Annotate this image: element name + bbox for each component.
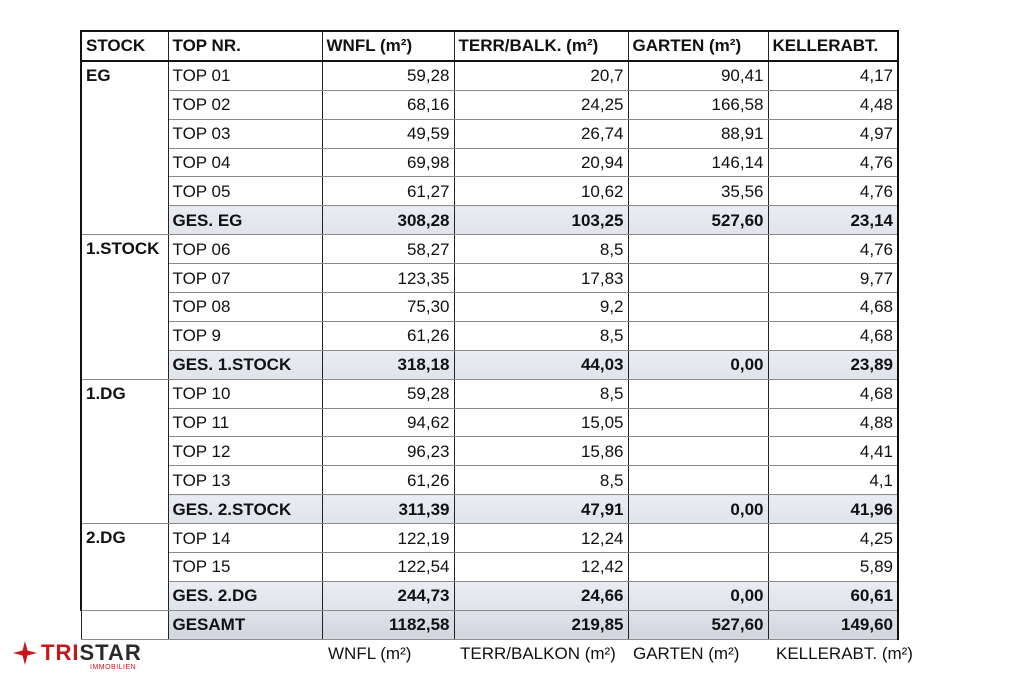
logo-subtitle: IMMOBILIEN bbox=[90, 664, 137, 671]
keller-cell: 4,76 bbox=[768, 148, 898, 177]
terr-cell: 8,5 bbox=[454, 321, 628, 350]
table-row bbox=[81, 235, 898, 264]
wnfl-cell: 61,26 bbox=[322, 466, 454, 495]
stock-cell: EG bbox=[81, 61, 168, 235]
header-kellerabt: KELLERABT. bbox=[768, 31, 898, 61]
terr-cell: 17,83 bbox=[454, 264, 628, 293]
garten-cell: 90,41 bbox=[628, 61, 768, 90]
header-garten: GARTEN (m²) bbox=[628, 31, 768, 61]
top-nr-cell: TOP 13 bbox=[168, 466, 322, 495]
keller-cell: 4,88 bbox=[768, 408, 898, 437]
logo-rest: STAR bbox=[79, 640, 142, 665]
header-top-nr: TOP NR. bbox=[168, 31, 322, 61]
subtotal-garten: 0,00 bbox=[628, 495, 768, 524]
garten-cell: 35,56 bbox=[628, 177, 768, 206]
subtotal-label: GES. 1.STOCK bbox=[168, 350, 322, 379]
wnfl-cell: 69,98 bbox=[322, 148, 454, 177]
table-row bbox=[81, 437, 898, 466]
terr-cell: 12,42 bbox=[454, 553, 628, 582]
terr-cell: 15,86 bbox=[454, 437, 628, 466]
subtotal-row bbox=[81, 206, 898, 235]
table-row bbox=[81, 321, 898, 350]
terr-cell: 20,7 bbox=[454, 61, 628, 90]
garten-cell bbox=[628, 264, 768, 293]
subtotal-wnfl: 244,73 bbox=[322, 581, 454, 610]
top-nr-cell: TOP 10 bbox=[168, 379, 322, 408]
stock-cell: 1.STOCK bbox=[81, 235, 168, 379]
garten-cell bbox=[628, 408, 768, 437]
subtotal-keller: 23,14 bbox=[768, 206, 898, 235]
subtotal-wnfl: 311,39 bbox=[322, 495, 454, 524]
top-nr-cell: TOP 02 bbox=[168, 90, 322, 119]
table-row bbox=[81, 148, 898, 177]
subtotal-garten: 0,00 bbox=[628, 581, 768, 610]
table-body bbox=[81, 61, 898, 639]
footer-label-kellerabt: KELLERABT. (m²) bbox=[776, 644, 913, 663]
footer-labels bbox=[0, 644, 1024, 668]
star-icon bbox=[12, 640, 38, 666]
terr-cell: 8,5 bbox=[454, 466, 628, 495]
subtotal-wnfl: 308,28 bbox=[322, 206, 454, 235]
top-nr-cell: TOP 12 bbox=[168, 437, 322, 466]
garten-cell: 88,91 bbox=[628, 119, 768, 148]
wnfl-cell: 59,28 bbox=[322, 61, 454, 90]
table-row bbox=[81, 379, 898, 408]
subtotal-row bbox=[81, 350, 898, 379]
keller-cell: 4,76 bbox=[768, 177, 898, 206]
garten-cell bbox=[628, 524, 768, 553]
terr-cell: 24,25 bbox=[454, 90, 628, 119]
table-row bbox=[81, 553, 898, 582]
terr-cell: 8,5 bbox=[454, 379, 628, 408]
subtotal-row bbox=[81, 581, 898, 610]
table-row bbox=[81, 90, 898, 119]
tristar-logo bbox=[12, 640, 152, 680]
wnfl-cell: 94,62 bbox=[322, 408, 454, 437]
garten-cell: 146,14 bbox=[628, 148, 768, 177]
table-row bbox=[81, 293, 898, 322]
table-row bbox=[81, 264, 898, 293]
terr-cell: 15,05 bbox=[454, 408, 628, 437]
terr-cell: 8,5 bbox=[454, 235, 628, 264]
top-nr-cell: TOP 11 bbox=[168, 408, 322, 437]
subtotal-terr: 47,91 bbox=[454, 495, 628, 524]
subtotal-keller: 41,96 bbox=[768, 495, 898, 524]
grand-total-label: GESAMT bbox=[168, 610, 322, 639]
subtotal-garten: 527,60 bbox=[628, 206, 768, 235]
subtotal-label: GES. 2.DG bbox=[168, 581, 322, 610]
header-row bbox=[81, 31, 898, 61]
garten-cell bbox=[628, 379, 768, 408]
wnfl-cell: 122,54 bbox=[322, 553, 454, 582]
keller-cell: 4,48 bbox=[768, 90, 898, 119]
area-table bbox=[80, 30, 899, 640]
keller-cell: 4,41 bbox=[768, 437, 898, 466]
logo-wordmark bbox=[41, 641, 142, 665]
keller-cell: 4,68 bbox=[768, 293, 898, 322]
keller-cell: 9,77 bbox=[768, 264, 898, 293]
top-nr-cell: TOP 08 bbox=[168, 293, 322, 322]
garten-cell bbox=[628, 235, 768, 264]
wnfl-cell: 123,35 bbox=[322, 264, 454, 293]
terr-cell: 9,2 bbox=[454, 293, 628, 322]
wnfl-cell: 61,27 bbox=[322, 177, 454, 206]
wnfl-cell: 96,23 bbox=[322, 437, 454, 466]
grand-total-row bbox=[81, 610, 898, 639]
keller-cell: 4,97 bbox=[768, 119, 898, 148]
top-nr-cell: TOP 04 bbox=[168, 148, 322, 177]
stock-cell: 2.DG bbox=[81, 524, 168, 611]
terr-cell: 26,74 bbox=[454, 119, 628, 148]
grand-total-wnfl: 1182,58 bbox=[322, 610, 454, 639]
garten-cell bbox=[628, 466, 768, 495]
terr-cell: 10,62 bbox=[454, 177, 628, 206]
terr-cell: 20,94 bbox=[454, 148, 628, 177]
subtotal-terr: 24,66 bbox=[454, 581, 628, 610]
subtotal-row bbox=[81, 495, 898, 524]
top-nr-cell: TOP 07 bbox=[168, 264, 322, 293]
subtotal-label: GES. EG bbox=[168, 206, 322, 235]
keller-cell: 4,68 bbox=[768, 321, 898, 350]
wnfl-cell: 49,59 bbox=[322, 119, 454, 148]
subtotal-terr: 103,25 bbox=[454, 206, 628, 235]
garten-cell bbox=[628, 553, 768, 582]
table-row bbox=[81, 177, 898, 206]
grand-total-spacer bbox=[81, 610, 168, 639]
stock-cell: 1.DG bbox=[81, 379, 168, 523]
wnfl-cell: 59,28 bbox=[322, 379, 454, 408]
top-nr-cell: TOP 9 bbox=[168, 321, 322, 350]
top-nr-cell: TOP 01 bbox=[168, 61, 322, 90]
keller-cell: 5,89 bbox=[768, 553, 898, 582]
keller-cell: 4,17 bbox=[768, 61, 898, 90]
grand-total-keller: 149,60 bbox=[768, 610, 898, 639]
header-terr-balk: TERR/BALK. (m²) bbox=[454, 31, 628, 61]
wnfl-cell: 68,16 bbox=[322, 90, 454, 119]
footer-label-wnfl: WNFL (m²) bbox=[328, 644, 412, 663]
keller-cell: 4,76 bbox=[768, 235, 898, 264]
subtotal-label: GES. 2.STOCK bbox=[168, 495, 322, 524]
footer-label-garten: GARTEN (m²) bbox=[633, 644, 740, 663]
keller-cell: 4,1 bbox=[768, 466, 898, 495]
top-nr-cell: TOP 15 bbox=[168, 553, 322, 582]
wnfl-cell: 75,30 bbox=[322, 293, 454, 322]
table-row bbox=[81, 466, 898, 495]
wnfl-cell: 61,26 bbox=[322, 321, 454, 350]
grand-total-terr: 219,85 bbox=[454, 610, 628, 639]
terr-cell: 12,24 bbox=[454, 524, 628, 553]
top-nr-cell: TOP 03 bbox=[168, 119, 322, 148]
table-row bbox=[81, 61, 898, 90]
garten-cell bbox=[628, 321, 768, 350]
subtotal-garten: 0,00 bbox=[628, 350, 768, 379]
top-nr-cell: TOP 06 bbox=[168, 235, 322, 264]
top-nr-cell: TOP 05 bbox=[168, 177, 322, 206]
table-row bbox=[81, 524, 898, 553]
footer-label-terr-balkon: TERR/BALKON (m²) bbox=[460, 644, 616, 663]
garten-cell: 166,58 bbox=[628, 90, 768, 119]
wnfl-cell: 122,19 bbox=[322, 524, 454, 553]
header-stock: STOCK bbox=[81, 31, 168, 61]
subtotal-wnfl: 318,18 bbox=[322, 350, 454, 379]
keller-cell: 4,68 bbox=[768, 379, 898, 408]
top-nr-cell: TOP 14 bbox=[168, 524, 322, 553]
logo-accent: TRI bbox=[41, 640, 80, 665]
subtotal-keller: 23,89 bbox=[768, 350, 898, 379]
table-row bbox=[81, 408, 898, 437]
header-wnfl: WNFL (m²) bbox=[322, 31, 454, 61]
garten-cell bbox=[628, 437, 768, 466]
table-row bbox=[81, 119, 898, 148]
subtotal-keller: 60,61 bbox=[768, 581, 898, 610]
garten-cell bbox=[628, 293, 768, 322]
grand-total-garten: 527,60 bbox=[628, 610, 768, 639]
wnfl-cell: 58,27 bbox=[322, 235, 454, 264]
keller-cell: 4,25 bbox=[768, 524, 898, 553]
subtotal-terr: 44,03 bbox=[454, 350, 628, 379]
